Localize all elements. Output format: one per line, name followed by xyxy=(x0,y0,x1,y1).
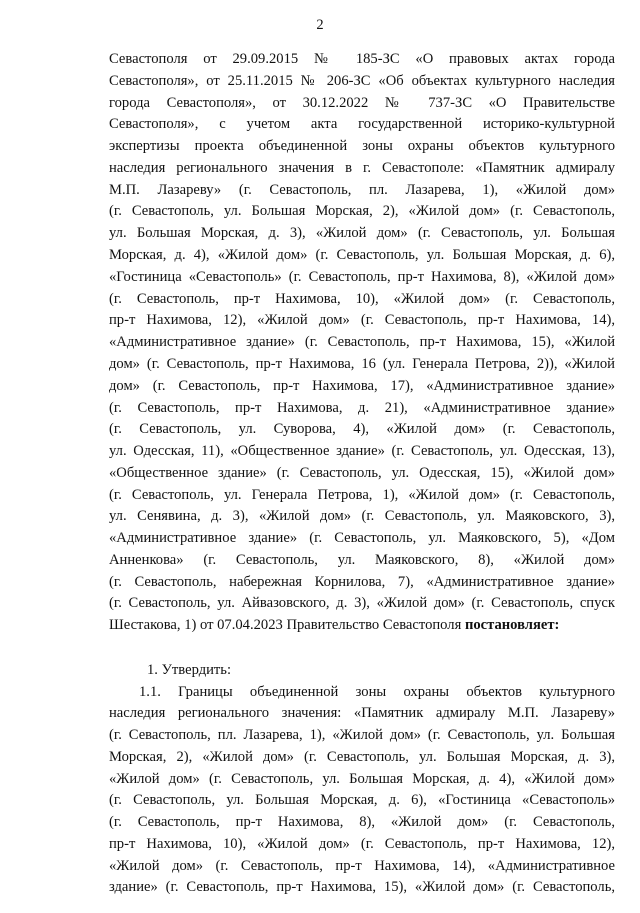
text-line: (г. Севастополь, ул. Большая Морская, д. 6), «Гостиница «Севастополь» xyxy=(109,792,615,808)
text-line: «Гостиница «Севастополь» (г. Севастополь, пр-т Нахимова, 8), «Жилой дом» xyxy=(109,269,615,285)
text-line: (г. Севастополь, пр-т Нахимова, д. 21), «Административное здание» xyxy=(109,400,615,416)
text-line: экспертизы проекта объединенной зоны охраны объектов культурного xyxy=(109,138,615,154)
text-line: (г. Севастополь, ул. Суворова, 4), «Жилой дом» (г. Севастополь, xyxy=(109,421,615,437)
text-line: наследия регионального значения: «Памятник адмиралу М.П. Лазареву» xyxy=(109,705,615,721)
text-span: Шестакова, 1) от 07.04.2023 Правительство Севастополя xyxy=(109,617,465,633)
text-line: (г. Севастополь, ул. Айвазовского, д. 3), «Жилой дом» (г. Севастополь, спуск xyxy=(109,595,615,611)
text-line: Морская, д. 4), «Жилой дом» (г. Севастополь, ул. Большая Морская, д. 6), xyxy=(109,247,615,263)
text-line: пр-т Нахимова, 10), «Жилой дом» (г. Севастополь, пр-т Нахимова, 12), xyxy=(109,836,615,852)
text-line: дом» (г. Севастополь, пр-т Нахимова, 17), «Административное здание» xyxy=(109,378,615,394)
text-line: (г. Севастополь, пр-т Нахимова, 10), «Жилой дом» (г. Севастополь, xyxy=(109,291,615,307)
text-line: (г. Севастополь, пр-т Нахимова, 8), «Жилой дом» (г. Севастополь, xyxy=(109,814,615,830)
text-line: Севастополя от 29.09.2015 № 185-ЗС «О правовых актах города xyxy=(109,51,615,67)
text-line: М.П. Лазареву» (г. Севастополь, пл. Лазарева, 1), «Жилой дом» xyxy=(109,182,615,198)
text-line: «Общественное здание» (г. Севастополь, ул. Одесская, 15), «Жилой дом» xyxy=(109,465,615,481)
text-line: ул. Большая Морская, д. 3), «Жилой дом» (г. Севастополь, ул. Большая xyxy=(109,225,615,241)
text-line: (г. Севастополь, набережная Корнилова, 7), «Административное здание» xyxy=(109,574,615,590)
text-line: (г. Севастополь, ул. Большая Морская, 2), «Жилой дом» (г. Севастополь, xyxy=(109,203,615,219)
text-line: «Жилой дом» (г. Севастополь, пр-т Нахимова, 14), «Административное xyxy=(109,858,615,874)
text-line: «Административное здание» (г. Севастополь, пр-т Нахимова, 15), «Жилой xyxy=(109,334,615,350)
resolution-keyword: постановляет: xyxy=(464,617,560,633)
page-number: 2 xyxy=(316,17,324,33)
text-line: Севастополя», с учетом акта государственной историко-культурной xyxy=(109,116,615,132)
text-line: ул. Одесская, 11), «Общественное здание» (г. Севастополь, ул. Одесская, 13), xyxy=(109,443,615,459)
text-line: наследия регионального значения в г. Севастополе: «Памятник адмиралу xyxy=(109,160,615,176)
text-line: здание» (г. Севастополь, пр-т Нахимова, 15), «Жилой дом» (г. Севастополь, xyxy=(109,879,615,895)
text-line: (г. Севастополь, пл. Лазарева, 1), «Жилой дом» (г. Севастополь, ул. Большая xyxy=(109,727,615,743)
item-1-heading: 1. Утвердить: xyxy=(147,662,232,678)
text-line: города Севастополя», от 30.12.2022 № 737-ЗС «О Правительстве xyxy=(109,95,615,111)
text-line: Морская, 2), «Жилой дом» (г. Севастополь, ул. Большая Морская, д. 3), xyxy=(109,749,615,765)
text-line: дом» (г. Севастополь, пр-т Нахимова, 16 (ул. Генерала Петрова, 2)), «Жилой xyxy=(109,356,615,372)
text-line: Севастополя», от 25.11.2015 № 206-ЗС «Об объектах культурного наследия xyxy=(109,73,615,89)
text-line: 1.1. Границы объединенной зоны охраны объектов культурного xyxy=(139,684,615,700)
text-line: Анненкова» (г. Севастополь, ул. Маяковского, 8), «Жилой дом» xyxy=(109,552,615,568)
text-line: ул. Сенявина, д. 3), «Жилой дом» (г. Севастополь, ул. Маяковского, 3), xyxy=(109,508,615,524)
text-line: «Административное здание» (г. Севастополь, ул. Маяковского, 5), «Дом xyxy=(109,530,615,546)
text-line: пр-т Нахимова, 12), «Жилой дом» (г. Севастополь, пр-т Нахимова, 14), xyxy=(109,312,615,328)
text-line: (г. Севастополь, ул. Генерала Петрова, 1), «Жилой дом» (г. Севастополь, xyxy=(109,487,615,503)
text-line-final xyxy=(109,614,615,636)
text-line: «Жилой дом» (г. Севастополь, ул. Большая Морская, д. 4), «Жилой дом» xyxy=(109,771,615,787)
